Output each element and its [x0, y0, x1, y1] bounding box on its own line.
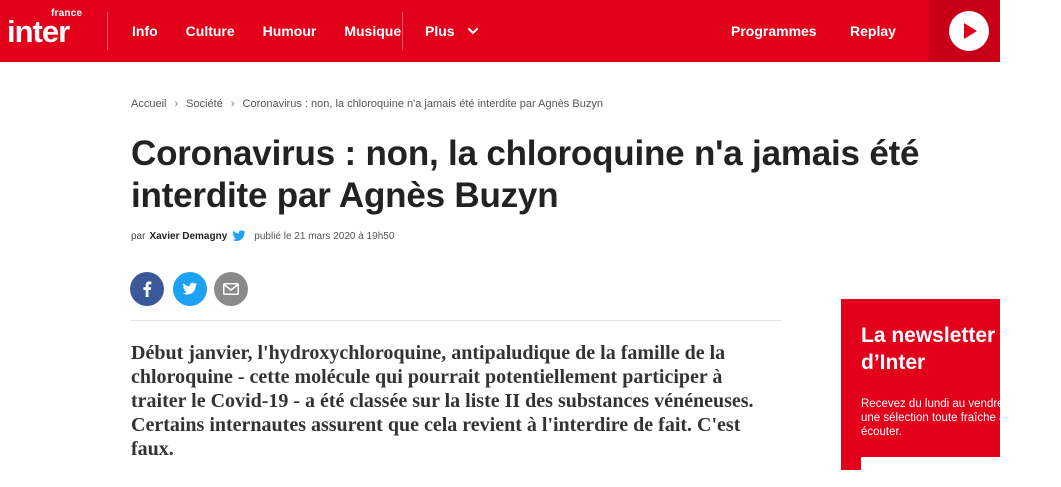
nav-programmes-label: Programmes [731, 23, 817, 39]
newsletter-box [841, 299, 1050, 470]
author-link[interactable]: Xavier Demagny [149, 230, 228, 242]
nav-replay-label: Replay [850, 23, 896, 39]
newsletter-title: La newsletter d’Inter [861, 324, 996, 374]
top-navigation-bar [0, 0, 1000, 62]
newsletter-text: Recevez du lundi au vendredi une sélection toute fraîche à lire ou à écouter. [861, 398, 1050, 438]
mail-icon [223, 283, 239, 295]
breadcrumb-item-home[interactable]: Accueil [131, 98, 167, 110]
twitter-icon [182, 283, 198, 296]
breadcrumb-item-section[interactable]: Société [186, 98, 223, 110]
nav-divider [107, 12, 108, 50]
live-player-zone [929, 0, 1000, 62]
nav-item-info[interactable]: Info [132, 23, 158, 39]
nav-item-culture[interactable]: Culture [185, 23, 235, 39]
chevron-down-icon [467, 25, 479, 37]
publish-date: publié le 21 mars 2020 à 19h50 [254, 230, 395, 242]
nav-plus-label: Plus [425, 23, 455, 39]
facebook-icon [143, 281, 152, 297]
nav-divider [402, 12, 403, 50]
main-nav [132, 0, 429, 62]
nav-programmes[interactable] [731, 0, 817, 62]
play-icon [962, 22, 978, 40]
article-byline [131, 230, 394, 242]
nav-plus-menu[interactable] [425, 0, 479, 62]
logo-small-text: france [51, 8, 83, 19]
breadcrumb [131, 98, 603, 110]
article-title: Coronavirus : non, la chloroquine n'a jamais été interdite par Agnès Buzyn [131, 134, 920, 215]
twitter-icon[interactable] [232, 230, 246, 242]
france-inter-logo[interactable] [7, 8, 87, 52]
logo-big-text: inter [7, 14, 70, 49]
breadcrumb-item-current: Coronavirus : non, la chloroquine n'a jamais été interdite par Agnès Buzyn [242, 98, 603, 110]
nav-item-musique[interactable]: Musique [344, 23, 402, 39]
share-twitter-button[interactable] [173, 272, 207, 306]
article-lead: Début janvier, l'hydroxychloroquine, antipaludique de la famille de la chloroquine - cette molécule qui pourrait potentiellement participer à traiter le Covid-19 - a été classée sur la liste II des substances vénéneuses. Certains internautes assurent que cela revient à l'interdire de fait. C'est faux. [131, 342, 754, 460]
separator-line [131, 320, 781, 321]
nav-item-humour[interactable]: Humour [262, 23, 317, 39]
breadcrumb-separator: › [174, 98, 179, 110]
newsletter-email-input[interactable] [861, 457, 1021, 487]
share-email-button[interactable] [214, 272, 248, 306]
nav-replay[interactable] [850, 0, 896, 62]
play-button[interactable] [949, 11, 989, 51]
share-facebook-button[interactable] [130, 272, 164, 306]
byline-prefix: par [131, 230, 146, 242]
breadcrumb-separator: › [230, 98, 235, 110]
